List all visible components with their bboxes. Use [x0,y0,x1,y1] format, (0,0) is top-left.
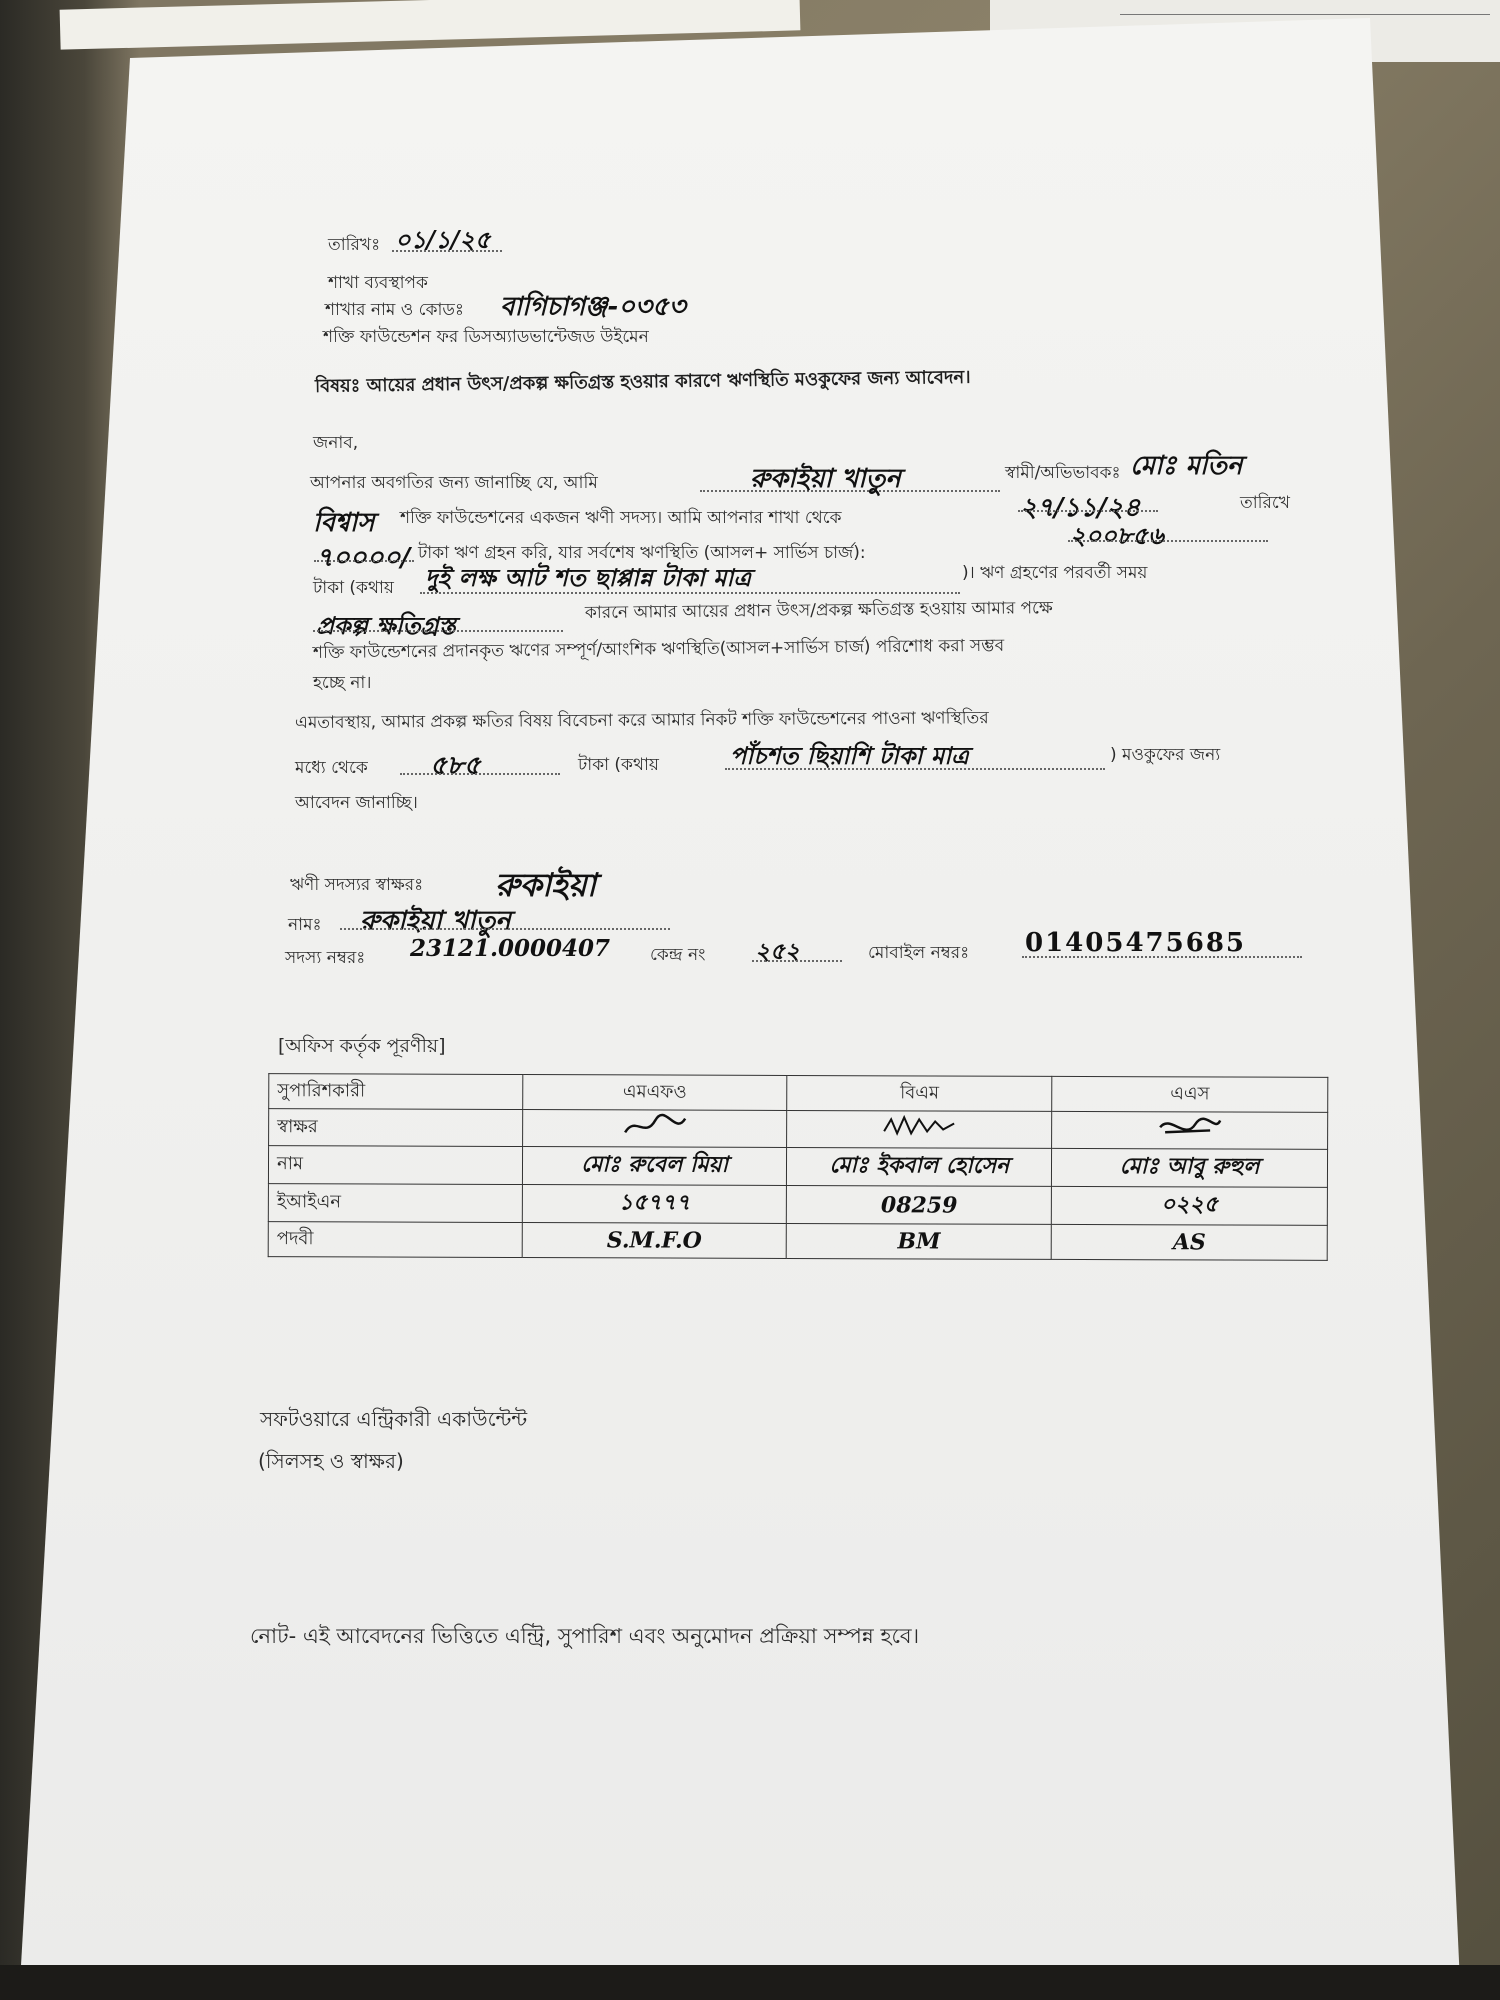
guardian-name-continued: বিশ্বাস [313,508,375,538]
ein-bm: 08259 [787,1185,1052,1224]
name-label: নামঃ [288,915,322,935]
loan-amount: ৭০০০০/ [316,543,411,573]
para1-line3-text: টাকা ঋণ গ্রহন করি, যার সর্বশেষ ঋণস্থিতি (আসল+ সার্ভিস চার্জ): [418,543,866,563]
center-label: কেন্দ্র নং [650,945,706,965]
name-mfo: মোঃ রুবেল মিয়া [522,1147,787,1186]
para2-line2-end: ) মওকুফের জন্য [1110,745,1221,765]
waiver-in-words: পাঁচশত ছিয়াশি টাকা মাত্র [730,741,969,770]
damage-reason: প্রকল্প ক্ষতিগ্রস্ত [316,611,456,640]
row-label-name: নাম [268,1146,522,1185]
accountant-label: সফটওয়ারে এন্ট্রিকারী একাউন্টেন্ট [260,1407,528,1431]
ein-as: ০২২৫ [1052,1186,1328,1225]
designation-bm: BM [787,1223,1052,1259]
header-bm: বিএম [787,1075,1052,1111]
para1-line5-text: কারনে আমার আয়ের প্রধান উৎস/প্রকল্প ক্ষতিগ্রস্ত হওয়ায় আমার পক্ষে [584,598,1053,623]
row-label-signature: স্বাক্ষর [269,1109,523,1147]
office-use-heading: [অফিস কর্তৃক পূরণীয়] [278,1035,446,1057]
row-label-designation: পদবী [268,1222,522,1258]
table-header-row [269,1074,1328,1113]
org-line: শক্তি ফাউন্ডেশন ফর ডিসঅ্যাডভান্টেজড উইমেন [323,327,649,347]
ein-mfo: ১৫৭৭৭ [522,1185,787,1224]
para1-line4-end: )। ঋণ গ্রহণের পরবর্তী সময় [962,563,1148,583]
member-name: রুকাইয়া খাতুন [360,906,511,936]
footer-note: নোট- এই আবেদনের ভিত্তিতে এন্ট্রি, সুপারিশ এবং অনুমোদন প্রক্রিয়া সম্পন্ন হবে। [250,1624,920,1648]
signature-mfo [522,1110,787,1148]
name-bm: মোঃ ইকবাল হোসেন [787,1147,1052,1186]
date-value: ০১/১/২৫ [395,225,491,254]
branch-label: শাখার নাম ও কোডঃ [325,300,464,320]
signature-as [1052,1111,1328,1149]
application-form-sheet [20,18,1460,1983]
para2-line3-text: আবেদন জানাচ্ছি। [295,793,418,813]
mobile-label: মোবাইল নম্বরঃ [868,943,970,963]
signature-bm [787,1110,1052,1148]
balance-in-words: দুই লক্ষ আট শত ছাপ্পান্ন টাকা মাত্র [425,563,751,592]
designation-as: AS [1051,1224,1327,1260]
to-line: শাখা ব্যবস্থাপক [328,273,428,293]
table-row [268,1222,1327,1261]
waiver-amount: ৫৮৫ [430,751,481,781]
loan-date: ২৭/১১/২৪ [1020,493,1141,523]
name-as: মোঃ আবু রুহুল [1052,1148,1328,1187]
header-recommender: সুপারিশকারী [269,1074,523,1110]
table-row [268,1146,1327,1188]
para1-line6-text: শক্তি ফাউন্ডেশনের প্রদানকৃত ঋণের সম্পূর্ণ/আংশিক ঋণস্থিতি(আসল+সার্ভিস চার্জ) পরিশোধ করা সম্ভব [312,635,1005,663]
para2-line2-middle: টাকা (কথায় [578,755,659,775]
guardian-name: মোঃ মতিন [1130,451,1243,481]
header-mfo: এমএফও [522,1075,787,1111]
salutation: জনাব, [313,433,359,453]
member-number-label: সদস্য নম্বরঃ [285,948,366,968]
center-number: ২৫২ [755,938,800,965]
para1-line1-text: আপনার অবগতির জন্য জানাচ্ছি যে, আমি [310,473,598,493]
accountant-seal-note: (সিলসহ ও স্বাক্ষর) [258,1449,404,1473]
para2-line2-start: মধ্যে থেকে [295,758,368,778]
balance-amount: ২০০৮৫৬ [1070,521,1164,550]
date-label: তারিখঃ [328,235,381,255]
member-signature: রুকাইয়া [495,866,596,904]
row-label-ein: ইআইএন [268,1184,522,1223]
table-row [269,1109,1328,1150]
subject-line: বিষয়ঃ আয়ের প্রধান উৎস/প্রকল্প ক্ষতিগ্রস্ত হওয়ার কারণে ঋণস্থিতি মওকুফের জন্য আবেদন। [314,366,971,397]
member-number: 23121.0000407 [410,935,611,962]
applicant-name: রুকাইয়া খাতুন [750,464,901,494]
para1-line4-text: টাকা (কথায় [313,578,394,598]
header-as: এএস [1052,1076,1328,1112]
branch-value: বাগিচাগঞ্জ-০৩৫৩ [500,292,686,322]
para1-line2-text: শক্তি ফাউন্ডেশনের একজন ঋণী সদস্য। আমি আপনার শাখা থেকে [400,508,842,528]
table-row [268,1184,1327,1226]
para1-line1-guardian-label: স্বামী/অভিভাবকঃ [1005,463,1121,483]
mobile-number: 01405475685 [1025,928,1246,958]
designation-mfo: S.M.F.O [522,1223,787,1259]
para1-line2-end: তারিখে [1240,493,1290,513]
para1-line7-text: হচ্ছে না। [313,673,372,693]
member-signature-label: ঋণী সদস্যর স্বাক্ষরঃ [290,875,424,895]
desk-edge-bottom [0,1965,1500,2000]
para2-line1-text: এমতাবস্থায়, আমার প্রকল্প ক্ষতির বিষয় বিবেচনা করে আমার নিকট শক্তি ফাউন্ডেশনের পাওনা ঋণস্থিতির [294,708,989,733]
office-recommendation-table [268,1073,1329,1261]
